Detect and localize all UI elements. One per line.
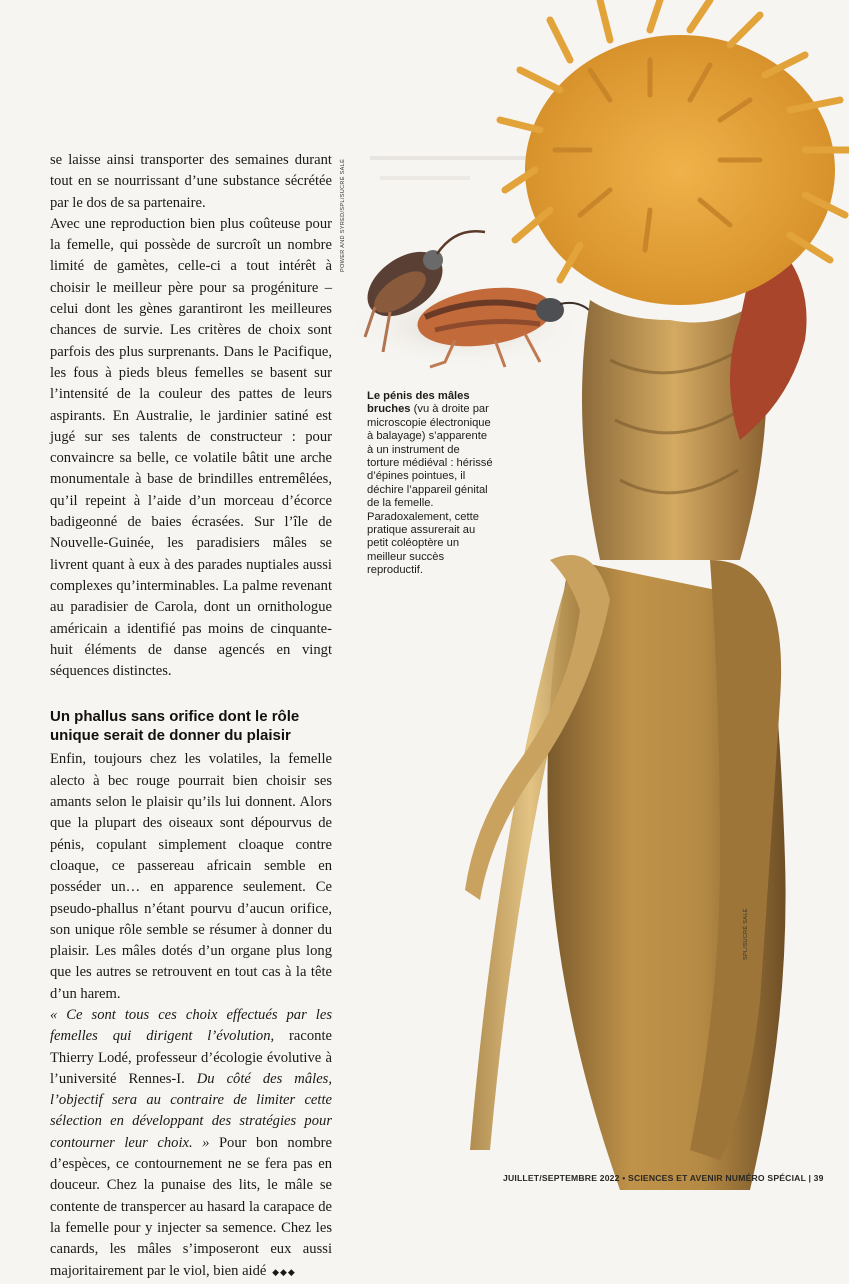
quote-text: Du côté des mâles, l’objectif sera au contraire de limiter cette sélection en développant des stratégies pour contourner leur choix. » bbox=[50, 1070, 332, 1151]
section-subheading: Un phallus sans orifice dont le rôle unique serait de donner du plaisir bbox=[50, 708, 300, 745]
photo-credit-beetles: POWER AND SYRED/SPL/SUCRÉ SALÉ bbox=[340, 158, 346, 272]
article-column bbox=[50, 150, 332, 1284]
article-text: Pour bon nombre d’espèces, ce contournement ne se fera pas en douceur. Chez la punaise des lits, le mâle se contente de transpercer au hasard la carapace de la femelle pour y injecter sa semence. Chez les canards, les mâles s’imposeront eux aussi majoritairement par le viol, bien aidé bbox=[50, 1134, 332, 1279]
micrograph-image bbox=[420, 0, 849, 1200]
article-paragraph: Enfin, toujours chez les volatiles, la femelle alecto à bec rouge pourrait bien choisir ses amants selon le plaisir qu’ils lui donnent. Alors que la plupart des oiseaux sont dépourvus de pénis, copulant simplement cloaque contre cloaque, ce passereau africain semble en posséder un… en apparence seulement. Ce pseudo-phallus n’étant pourvu d’aucun orifice, son unique rôle semble se résumer à donner du plaisir. Les mâles dotés d’un organe plus long que les autres se retrouvent en tout cas à la tête d’un harem. bbox=[50, 751, 332, 1002]
page-footer: JUILLET/SEPTEMBRE 2022 • SCIENCES ET AVENIR NUMÉRO SPÉCIAL | 39 bbox=[503, 1173, 824, 1183]
spine-crown bbox=[500, 0, 849, 305]
quote-text: « Ce sont tous ces choix effectués par les femelles qui dirigent l’évolution, bbox=[50, 1006, 332, 1045]
continuation-mark: ◆◆◆ bbox=[272, 1267, 296, 1278]
article-text: raconte Thierry Lodé, professeur d’écologie évolutive à l’université Rennes-I. bbox=[50, 1028, 332, 1087]
photo-credit-micrograph: SPL/SUCRÉ SALÉ bbox=[743, 908, 749, 960]
article-paragraph: se laisse ainsi transporter des semaines durant tout en se nourrissant d’une substance sécrétée par le dos de sa partenaire. bbox=[50, 152, 332, 211]
article-paragraph: Avec une reproduction bien plus coûteuse pour la femelle, qui possède de surcroît un nombre limité de gamètes, celle-ci a tout intérêt à choisir le meilleur père pour sa progéniture – celui dont les gènes garantiront les meilleures chances de survie. Les critères de choix sont parfois des plus surprenants. Dans le Pacifique, les fous à pieds bleus femelles se basent sur l’intensité de la couleur des pattes de leurs aspirants. En Australie, le jardinier satiné est jugé sur ses talents de constructeur : pour convaincre sa belle, ce volatile bâtit une arche monumentale à base de brindilles entremêlées, qu’il repeint à l’aide d’un morceau d’écorce badigeonné de baies écrasées. Sur l’île de Nouvelle-Guinée, les paradisiers mâles se livrent quant à eux à des parades nuptiales aussi complexes qu’interminables. La palme revenant au paradisier de Carola, dont un ornithologue américain a identifié pas moins de cinquante-huit éléments de danse agencés en vingt séquences distinctes. bbox=[50, 215, 332, 680]
caption-text: (vu à droite par microscopie électronique à balayage) s’apparente à un instrument de torture médiéval : hérissé d’épines pointues, il déchire l’appareil génital de la femelle. Paradoxalement, cette pratique assurerait au petit coléoptère un meilleur succès reproductif. bbox=[367, 403, 493, 577]
caption-title: Le pénis des mâles bruches bbox=[367, 390, 470, 416]
article-paragraph-quote bbox=[50, 1005, 332, 1284]
